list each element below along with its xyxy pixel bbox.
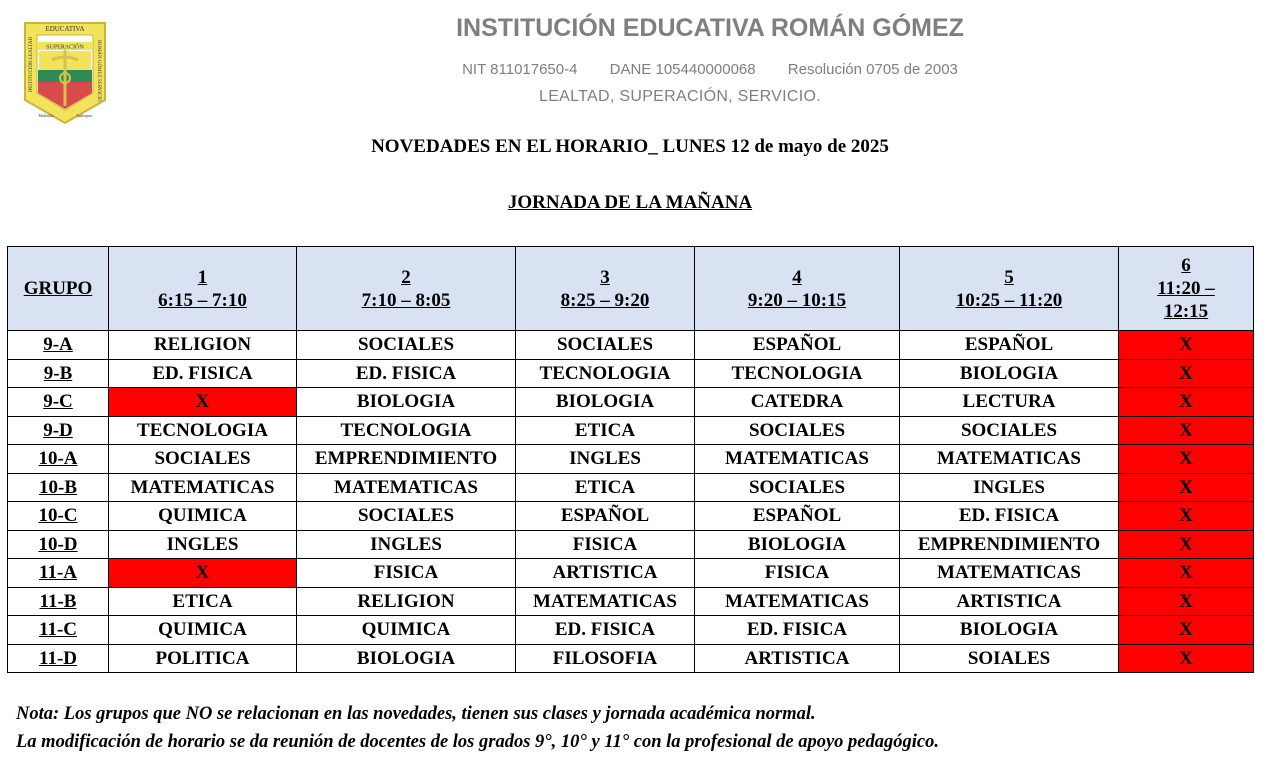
subject-cell: ED. FISICA xyxy=(297,359,516,388)
subject-cell: ESPAÑOL xyxy=(695,502,900,531)
subject-cell: CATEDRA xyxy=(695,388,900,417)
subject-cell: INGLES xyxy=(109,530,297,559)
group-cell: 9-D xyxy=(8,416,109,445)
document-title: NOVEDADES EN EL HORARIO_ LUNES 12 de mayo de 2025 xyxy=(371,136,889,157)
subject-cell: TECNOLOGIA xyxy=(297,416,516,445)
subject-cell: MATEMATICAS xyxy=(297,473,516,502)
subject-cell: ARTISTICA xyxy=(516,559,695,588)
subject-cell: SOCIALES xyxy=(297,331,516,360)
subject-cell: INGLES xyxy=(516,445,695,474)
group-cell: 10-D xyxy=(8,530,109,559)
logo-bottom-right-text: Antioquia xyxy=(76,113,92,118)
subject-cell: SOCIALES xyxy=(695,473,900,502)
subject-cell: ED. FISICA xyxy=(516,616,695,645)
subject-cell: ED. FISICA xyxy=(695,616,900,645)
institution-name: INSTITUCIÓN EDUCATIVA ROMÁN GÓMEZ xyxy=(456,14,964,42)
subject-cell: MATEMATICAS xyxy=(109,473,297,502)
subject-cell: EMPRENDIMIENTO xyxy=(297,445,516,474)
subject-cell: FILOSOFIA xyxy=(516,644,695,673)
subject-cell: ESPAÑOL xyxy=(900,331,1119,360)
subject-cell: BIOLOGIA xyxy=(297,644,516,673)
subject-cell: ETICA xyxy=(516,473,695,502)
subject-cell: SOCIALES xyxy=(516,331,695,360)
schedule-table xyxy=(7,246,1254,673)
table-row xyxy=(8,359,1254,388)
table-row xyxy=(8,587,1254,616)
logo-left-text: INSTITUCIÓN LEALTAD xyxy=(29,36,34,92)
subject-cell: MATEMATICAS xyxy=(516,587,695,616)
table-row xyxy=(8,416,1254,445)
cancelled-period-cell: X xyxy=(1119,331,1254,360)
cancelled-period-cell: X xyxy=(1119,359,1254,388)
subject-cell: ARTISTICA xyxy=(695,644,900,673)
period-header: 1 6:15 – 7:10 xyxy=(109,247,297,331)
institution-motto: LEALTAD, SUPERACIÓN, SERVICIO. xyxy=(539,88,821,105)
subject-cell: TECNOLOGIA xyxy=(695,359,900,388)
period-header: 5 10:25 – 11:20 xyxy=(900,247,1119,331)
table-row xyxy=(8,616,1254,645)
subject-cell: FISICA xyxy=(695,559,900,588)
subject-cell: POLITICA xyxy=(109,644,297,673)
logo-top-text: EDUCATIVA xyxy=(45,25,85,33)
logo-bottom-left-text: Marinilla xyxy=(38,113,54,118)
logo-right-text: ROMÁN GÓMEZ SERVICIO xyxy=(96,40,101,102)
group-cell: 10-A xyxy=(8,445,109,474)
note-line: Nota: Los grupos que NO se relacionan en las novedades, tienen sus clases y jornada académica normal. xyxy=(16,704,816,724)
document-subtitle: JORNADA DE LA MAÑANA xyxy=(507,192,753,213)
table-row xyxy=(8,530,1254,559)
cancelled-period-cell: X xyxy=(109,559,297,588)
logo-band-text: SUPERACIÓN xyxy=(46,44,84,51)
period-header: 4 9:20 – 10:15 xyxy=(695,247,900,331)
group-cell: 10-B xyxy=(8,473,109,502)
note-line: La modificación de horario se da reunión de docentes de los grados 9°, 10° y 11° con la profesional de apoyo pedagógico. xyxy=(16,732,939,752)
cancelled-period-cell: X xyxy=(1119,530,1254,559)
subject-cell: BIOLOGIA xyxy=(695,530,900,559)
cancelled-period-cell: X xyxy=(1119,559,1254,588)
notes-section xyxy=(16,700,1216,756)
subject-cell: EMPRENDIMIENTO xyxy=(900,530,1119,559)
table-row xyxy=(8,502,1254,531)
subject-cell: MATEMATICAS xyxy=(900,445,1119,474)
subject-cell: SOIALES xyxy=(900,644,1119,673)
group-cell: 9-A xyxy=(8,331,109,360)
table-header-row xyxy=(8,247,1254,331)
subject-cell: FISICA xyxy=(297,559,516,588)
group-cell: 11-A xyxy=(8,559,109,588)
table-row xyxy=(8,559,1254,588)
group-cell: 11-B xyxy=(8,587,109,616)
group-cell: 11-D xyxy=(8,644,109,673)
subject-cell: BIOLOGIA xyxy=(297,388,516,417)
subject-cell: BIOLOGIA xyxy=(516,388,695,417)
subject-cell: ETICA xyxy=(109,587,297,616)
cancelled-period-cell: X xyxy=(1119,502,1254,531)
subject-cell: TECNOLOGIA xyxy=(109,416,297,445)
subject-cell: BIOLOGIA xyxy=(900,359,1119,388)
institution-crest-logo xyxy=(22,20,108,126)
subject-cell: FISICA xyxy=(516,530,695,559)
subject-cell: RELIGION xyxy=(297,587,516,616)
cancelled-period-cell: X xyxy=(1119,388,1254,417)
subject-cell: BIOLOGIA xyxy=(900,616,1119,645)
subject-cell: SOCIALES xyxy=(109,445,297,474)
group-cell: 9-C xyxy=(8,388,109,417)
subject-cell: INGLES xyxy=(900,473,1119,502)
subject-cell: RELIGION xyxy=(109,331,297,360)
subject-cell: ESPAÑOL xyxy=(516,502,695,531)
cancelled-period-cell: X xyxy=(1119,473,1254,502)
cancelled-period-cell: X xyxy=(109,388,297,417)
subject-cell: TECNOLOGIA xyxy=(516,359,695,388)
subject-cell: INGLES xyxy=(297,530,516,559)
cancelled-period-cell: X xyxy=(1119,445,1254,474)
subject-cell: ED. FISICA xyxy=(109,359,297,388)
subject-cell: SOCIALES xyxy=(297,502,516,531)
cancelled-period-cell: X xyxy=(1119,587,1254,616)
cancelled-period-cell: X xyxy=(1119,644,1254,673)
table-row xyxy=(8,445,1254,474)
table-row xyxy=(8,473,1254,502)
period-header: 3 8:25 – 9:20 xyxy=(516,247,695,331)
subject-cell: MATEMATICAS xyxy=(695,445,900,474)
subject-cell: MATEMATICAS xyxy=(695,587,900,616)
period-header: 2 7:10 – 8:05 xyxy=(297,247,516,331)
nit-number: NIT 811017650-4 xyxy=(462,61,578,78)
schedule-body xyxy=(8,331,1254,673)
group-cell: 10-C xyxy=(8,502,109,531)
subject-cell: MATEMATICAS xyxy=(900,559,1119,588)
subject-cell: ESPAÑOL xyxy=(695,331,900,360)
subject-cell: QUIMICA xyxy=(297,616,516,645)
institution-identifiers xyxy=(380,61,1040,78)
table-row xyxy=(8,644,1254,673)
subject-cell: LECTURA xyxy=(900,388,1119,417)
subject-cell: ARTISTICA xyxy=(900,587,1119,616)
group-cell: 9-B xyxy=(8,359,109,388)
subject-cell: SOCIALES xyxy=(900,416,1119,445)
subject-cell: ETICA xyxy=(516,416,695,445)
cancelled-period-cell: X xyxy=(1119,416,1254,445)
subject-cell: QUIMICA xyxy=(109,502,297,531)
subject-cell: ED. FISICA xyxy=(900,502,1119,531)
dane-number: DANE 105440000068 xyxy=(609,61,756,78)
subject-cell: QUIMICA xyxy=(109,616,297,645)
group-column-header: GRUPO xyxy=(8,247,109,331)
cancelled-period-cell: X xyxy=(1119,616,1254,645)
period-header: 6 11:20 – 12:15 xyxy=(1119,247,1254,331)
group-cell: 11-C xyxy=(8,616,109,645)
table-row xyxy=(8,388,1254,417)
subject-cell: SOCIALES xyxy=(695,416,900,445)
resolution-number: Resolución 0705 de 2003 xyxy=(787,61,958,78)
table-row xyxy=(8,331,1254,360)
